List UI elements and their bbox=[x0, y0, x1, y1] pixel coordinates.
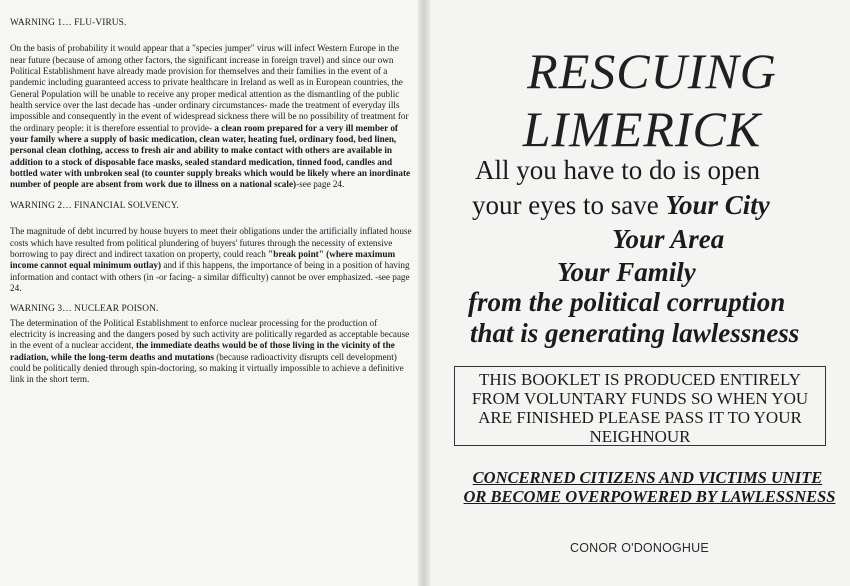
slogan-line-2: OR BECOME OVERPOWERED BY LAWLESSNESS bbox=[463, 487, 836, 506]
warning-2-paragraph bbox=[10, 226, 412, 294]
tagline-line-1: All you have to do is open bbox=[475, 155, 760, 185]
warning-1-bold-text: a clean room prepared for a very ill member of your family where a supply of basic medication, clean water, heating fuel, ordinary food, bed linen, personal clean clothing, access to fresh air and ability to make contact with others are available in addition to a stock of disposable face masks, sealed standard medication, tinned food, candles and bottled water with unbroken seal (to counter supply breaks which would be likely where an inordinate number of people are absent from work due to illness on a national scale) bbox=[10, 122, 411, 190]
warning-1-paragraph bbox=[10, 43, 412, 190]
cover-page bbox=[430, 0, 850, 586]
warning-2-bold-text: "break point" (where maximum income cannot equal minimum outlay) bbox=[10, 248, 396, 271]
tagline-line-6: that is generating lawlessness bbox=[470, 318, 800, 348]
slogan-line-1: CONCERNED CITIZENS AND VICTIMS UNITE bbox=[472, 468, 823, 487]
author-name: CONOR O'DONOGHUE bbox=[570, 541, 709, 555]
warning-1-text: On the basis of probability it would appear that a "species jumper" virus will infect Western Europe in the near future (because of among other factors, the significant increase in foreign travel) and since our own Political Establishment have already made provision for themselves and their families in the event of a pandemic including guaranteed access to private healthcare in Ireland as well as in European countries, the General Population will be unable to receive any proper medical attention as the dismantling of the public health service over the last decade has -under ordinary circumstances- made the treatment of everyday ills impossible and consequently in the event of widespread sickness there will be no possibility of treatment for the ordinary people: it is therefore essential to provide- bbox=[10, 43, 409, 133]
tagline-line-2-plain: your eyes to save bbox=[472, 190, 666, 220]
warning-2-heading: WARNING 2… FINANCIAL SOLVENCY. bbox=[10, 200, 179, 211]
warning-2-text: The magnitude of debt incurred by house buyers to meet their obligations under the artificially inflated house costs which have resulted from political plundering of buyers' futures through the necessity of extensive borrowing to pay direct and indirect taxation on property, could reach bbox=[10, 226, 412, 259]
cover-title-line-2: LIMERICK bbox=[522, 101, 762, 157]
warning-3-text: The determination of the Political Establishment to enforce nuclear processing for the production of electricity is increasing and the dangers posed by such activity are politically regarded as acceptable because in the event of a nuclear accident, bbox=[10, 317, 410, 351]
warning-3-tail: (because radioactivity disrupts cell development) could be politically denied through spin-doctoring, so making it virtually impossible to achieve a definitive link in the short term. bbox=[10, 351, 404, 385]
warning-1-heading: WARNING 1… FLU-VIRUS. bbox=[10, 18, 127, 28]
cover-title-line-1: RESCUING bbox=[527, 43, 777, 99]
warning-3-bold-text: the immediate deaths would be of those living in the vicinity of the radiation, while the long-term deaths and mutations bbox=[10, 340, 395, 362]
tagline-your-city: Your City bbox=[665, 190, 770, 220]
warning-3-paragraph bbox=[10, 318, 412, 386]
tagline-your-area: Your Area bbox=[612, 224, 725, 254]
tagline-line-5: from the political corruption bbox=[468, 287, 786, 317]
left-page bbox=[0, 0, 420, 586]
warning-3-heading: WARNING 3… NUCLEAR POISON. bbox=[10, 304, 159, 315]
funding-notice-box: THIS BOOKLET IS PRODUCED ENTIRELY FROM VOLUNTARY FUNDS SO WHEN YOU ARE FINISHED PLEASE PASS IT TO YOUR NEIGHNOUR bbox=[454, 366, 826, 446]
tagline-line-2 bbox=[472, 190, 770, 220]
warning-1-tail: -see page 24. bbox=[296, 179, 345, 190]
warning-2-tail: and if this happens, the importance of being in a position of having information and contact with others (in -or facing- a similar difficulty) cannot be over emphasized. -see page 24. bbox=[10, 260, 410, 293]
tagline-your-family: Your Family bbox=[557, 257, 696, 287]
